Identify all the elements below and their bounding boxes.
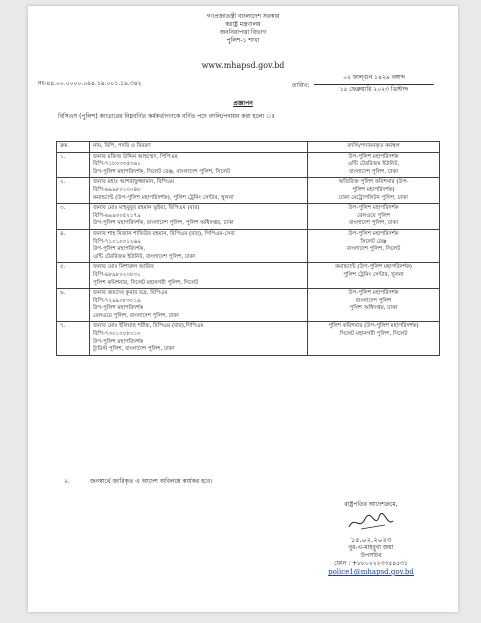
col-details: নাম, বিপি, পদবি ও বিবরণ [90, 142, 308, 153]
detail-line: রেলওয়ে পুলিশ, বাংলাদেশ পুলিশ, ঢাকা [93, 312, 179, 319]
posting-line: উপ-পুলিশ মহাপরিদর্শক [348, 205, 399, 212]
row-posting [308, 178, 440, 204]
date-english: ১৫ ফেব্রুয়ারি ২০২৩ খ্রিস্টাব্দ [339, 86, 409, 93]
table-row [57, 152, 440, 178]
posting-line: উপ-পুলিশ মহাপরিদর্শক [348, 153, 399, 160]
detail-line: বিপি-৬৮৯৮০২০৮৩১ [93, 271, 141, 278]
row-serial: ৭. [57, 322, 90, 355]
detail-line: জনাব মোঃ নিশারুল আরিফ [93, 264, 154, 271]
detail-line: উপ-পুলিশ মহাপরিদর্শক, বাংলাদেশ পুলিশ, পুলিশ অধিদপ্তর, ঢাকা [93, 220, 234, 227]
detail-line: বিপি-৬৯৯৮০১০০৪৮ [93, 186, 141, 193]
posting-line: পুলিশ অধিদপ্তর, ঢাকা [349, 305, 398, 312]
date-bangla: ০২ ফাল্গুন ১৪২৯ বঙ্গাব্দ [314, 72, 434, 85]
detail-line: জনাব মফিজ উদ্দিন আহম্মেদ, পিপিএম [93, 153, 178, 160]
posting-line: উপ-পুলিশ মহাপরিদর্শক [348, 290, 399, 297]
posting-line: উপ-পুলিশ মহাপরিদর্শক [348, 230, 399, 237]
transfer-table [56, 141, 440, 356]
posting-line: বাংলাদেশ পুলিশ, ঢাকা [348, 220, 399, 227]
row-serial: ৫. [57, 263, 90, 289]
detail-line: বিপি-৭৩০১০০৮০১০ [93, 331, 141, 338]
posting-line: সিলেট মহানগরী পুলিশ, সিলেট [339, 331, 408, 338]
row-serial: ৬. [57, 289, 90, 322]
website-link[interactable]: www.mhapsd.gov.bd [201, 61, 285, 70]
row-serial: ১. [57, 152, 90, 178]
detail-line: উপ-পুলিশ মহাপরিদর্শক [93, 338, 144, 345]
footnote-number: ২. [64, 478, 70, 485]
gov-name: গণপ্রজাতন্ত্রী বাংলাদেশ সরকার [206, 13, 280, 20]
table-row [57, 322, 440, 355]
footnote-text: জনস্বার্থে জারিকৃত এ আদেশ অবিলম্বে কার্যকর হবে। [90, 478, 213, 485]
posting-line: সিলেট রেঞ্জ [360, 238, 387, 245]
posting-line: পুলিশ মহাপরিদর্শক) [352, 186, 395, 193]
row-posting [308, 322, 440, 355]
division-name: জননিরাপত্তা বিভাগ [219, 29, 267, 36]
detail-line: জনাব মহাঃ আশরাফুজ্জামান, বিপিএম [93, 179, 175, 186]
row-serial: ৪. [57, 229, 90, 262]
detail-line: এন্টি টেররিজম ইউনিট, বাংলাদেশ পুলিশ, ঢাকা [93, 253, 196, 260]
document-page [28, 6, 458, 612]
memo-number: নং-৪৪.০০.০০০০.০৯৪.১৯.০০১.১৯.৩৪২ [38, 80, 142, 87]
detail-line: বিপি-৭২৯৯০৮৩০১৯ [93, 297, 141, 304]
signature-block [306, 501, 436, 576]
officer-email[interactable]: police1@mhapsd.gov.bd [328, 568, 414, 576]
col-serial: ক্রম [57, 142, 90, 153]
row-posting [308, 289, 440, 322]
table-row [57, 289, 440, 322]
posting-line: এন্টি টেররিজম ইউনিট, [347, 161, 400, 168]
intro-text: বিসিএস (পুলিশ) ক্যাডারের নিম্নবর্ণিত কর্মকর্তাগণকে বর্ণিত পদে বদলি/পদায়ন করা হলো ঃ [58, 113, 275, 120]
signature-scribble [341, 513, 401, 533]
table-row [57, 178, 440, 204]
detail-line: জনাব মোঃ মাহবুবুর রহমান ভূইয়া, বিপিএম (বার) [93, 205, 200, 212]
detail-line: জনাব মোঃ ইলিয়াছ শরীফ, বিপিএম (বার),পিপিএম [93, 323, 204, 330]
detail-line: ট্যুরিস্ট পুলিশ, বাংলাদেশ পুলিশ, ঢাকা [93, 346, 175, 353]
posting-line: পুলিশ কমিশনার (উপ-পুলিশ মহাপরিদর্শক) [328, 323, 419, 330]
detail-line: উপ-পুলিশ মহাপরিদর্শক, [93, 246, 146, 253]
officer-phone: ফোন : +৮৮০২২২৩৩৫৪৫৩১ [334, 560, 408, 567]
row-posting [308, 204, 440, 230]
detail-line: উপ-পুলিশ মহাপরিদর্শক, সিলেট রেঞ্জ, বাংলাদেশ পুলিশ, সিলেট [93, 168, 230, 175]
table-row [57, 204, 440, 230]
date-label: তারিখ: [292, 82, 310, 89]
row-details [90, 322, 308, 355]
detail-line: বিপি-৭১৮০৩৩৫৩৬১ [93, 161, 141, 168]
row-posting [308, 229, 440, 262]
row-serial: ৩. [57, 204, 90, 230]
posting-line: বাংলাদেশ পুলিশ [355, 297, 392, 304]
row-details [90, 263, 308, 289]
row-details [90, 178, 308, 204]
table-row [57, 229, 440, 262]
posting-line: বাংলাদেশ পুলিশ, সিলেট [346, 246, 401, 253]
ministry-name: স্বরাষ্ট্র মন্ত্রণালয় [225, 21, 261, 28]
officer-name: নুর-এ-মাহবুবা জয়া [348, 544, 394, 551]
officer-designation: উপসচিব [360, 552, 382, 559]
detail-line: বিপি-৬৯৯৩০৫২১৭৯ [93, 212, 141, 219]
table-row [57, 263, 440, 289]
document-title: প্রজ্ঞাপন [233, 100, 253, 107]
detail-line: উপ-পুলিশ মহাপরিদর্শক [93, 305, 144, 312]
detail-line: জনাব শাহ মিজান শাফিউর রহমান, বিপিএম (বার), পিপিএম-সেবা [93, 230, 235, 237]
row-details [90, 204, 308, 230]
row-details [90, 229, 308, 262]
posting-line: কমান্ড্যান্ট (উপ-পুলিশ মহাপরিদর্শক) [335, 264, 412, 271]
row-details [90, 152, 308, 178]
posting-line: ঢাকা মেট্রোপলিটন পুলিশ, ঢাকা [339, 194, 408, 201]
detail-line: জনাব জয়দেব কুমার ভদ্র, বিপিএম [93, 290, 168, 297]
col-posting: বদলি/পদায়নকৃত কর্মস্থল [308, 142, 440, 153]
row-posting [308, 152, 440, 178]
row-serial: ২. [57, 178, 90, 204]
row-posting [308, 263, 440, 289]
detail-line: কমান্ড্যান্ট (উপ-পুলিশ মহাপরিদর্শক), পুলিশ ট্রেনিং সেন্টার, খুলনা [93, 194, 234, 201]
posting-line: রেলওয়ে পুলিশ [356, 212, 391, 219]
posting-line: পুলিশ ট্রেনিং সেন্টার, খুলনা [343, 271, 404, 278]
sign-date: ১৫.০২.২০২৩ [350, 536, 392, 544]
branch-name: পুলিশ-১ শাখা [226, 37, 260, 44]
detail-line: বিপি-৭১০১০০১২৬৯ [93, 238, 141, 245]
table-header-row [57, 142, 440, 153]
detail-line: পুলিশ কমিশনার, সিলেট মহানগরী পুলিশ, সিলেট [93, 279, 199, 286]
order-text: রাষ্ট্রপতির আদেশক্রমে, [344, 501, 398, 508]
posting-line: বাংলাদেশ পুলিশ, ঢাকা [348, 168, 399, 175]
row-details [90, 289, 308, 322]
posting-line: অতিরিক্ত পুলিশ কমিশনার (উপ- [338, 179, 409, 186]
